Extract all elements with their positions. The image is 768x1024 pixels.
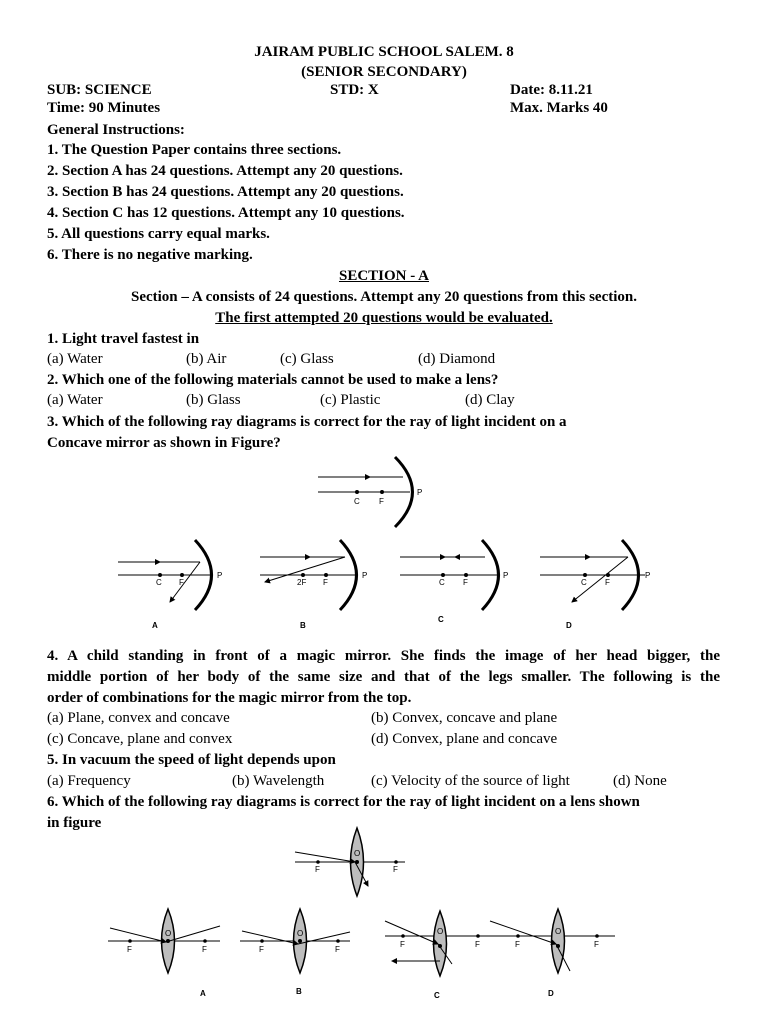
svg-text:C: C bbox=[156, 578, 162, 587]
svg-text:C: C bbox=[434, 991, 440, 1000]
svg-text:2F: 2F bbox=[297, 578, 307, 587]
svg-text:F: F bbox=[323, 578, 328, 587]
q2-option-a: (a) Water bbox=[47, 392, 103, 408]
svg-text:A: A bbox=[200, 989, 206, 998]
svg-text:P: P bbox=[645, 571, 651, 580]
instruction-item: 3. Section B has 24 questions. Attempt any 20 questions. bbox=[47, 184, 404, 200]
question-1: 1. Light travel fastest in bbox=[47, 331, 200, 347]
q5-option-a: (a) Frequency bbox=[47, 773, 131, 789]
svg-text:F: F bbox=[393, 865, 398, 874]
svg-text:D: D bbox=[548, 989, 554, 998]
q1-option-a: (a) Water bbox=[47, 351, 103, 367]
question-4-line-3: order of combinations for the magic mirror from the top. bbox=[47, 690, 412, 706]
instruction-item: 6. There is no negative marking. bbox=[47, 247, 253, 263]
question-6-line-2: in figure bbox=[47, 815, 102, 831]
subject: SUB: SCIENCE bbox=[47, 82, 152, 98]
question-4-line-1: 4. A child standing in front of a magic mirror. She finds the image of her head bigger, the bbox=[47, 648, 720, 664]
mirror-diagram-b bbox=[260, 540, 367, 630]
q2-option-d: (d) Clay bbox=[465, 392, 515, 408]
q2-option-b: (b) Glass bbox=[186, 392, 241, 408]
svg-text:F: F bbox=[475, 940, 480, 949]
svg-text:F: F bbox=[605, 578, 610, 587]
svg-text:B: B bbox=[300, 621, 306, 630]
svg-text:C: C bbox=[354, 497, 360, 506]
q5-option-b: (b) Wavelength bbox=[232, 773, 325, 789]
school-level: (SENIOR SECONDARY) bbox=[301, 64, 467, 80]
instruction-item: 5. All questions carry equal marks. bbox=[47, 226, 270, 242]
question-5: 5. In vacuum the speed of light depends upon bbox=[47, 752, 336, 768]
question-4-line-2: middle portion of her body of the same size and that of the legs smaller. The following is the bbox=[47, 669, 720, 685]
svg-text:C: C bbox=[438, 615, 444, 624]
q2-option-c: (c) Plastic bbox=[320, 392, 381, 408]
svg-text:O: O bbox=[297, 929, 304, 938]
question-3-line-1: 3. Which of the following ray diagrams is correct for the ray of light incident on a bbox=[47, 414, 567, 430]
svg-text:P: P bbox=[417, 488, 423, 497]
svg-text:C: C bbox=[581, 578, 587, 587]
svg-text:O: O bbox=[354, 849, 361, 858]
q1-option-d: (d) Diamond bbox=[418, 351, 496, 367]
convex-lens-figure bbox=[100, 826, 630, 1006]
svg-text:P: P bbox=[362, 571, 368, 580]
svg-text:F: F bbox=[515, 940, 520, 949]
q4-option-d: (d) Convex, plane and concave bbox=[371, 731, 558, 747]
question-3-line-2: Concave mirror as shown in Figure? bbox=[47, 435, 281, 451]
instruction-item: 2. Section A has 24 questions. Attempt any 20 questions. bbox=[47, 163, 403, 179]
svg-text:B: B bbox=[296, 987, 302, 996]
q5-option-d: (d) None bbox=[613, 773, 667, 789]
q1-option-c: (c) Glass bbox=[280, 351, 334, 367]
lens-diagram-c bbox=[385, 911, 490, 1000]
instruction-item: 1. The Question Paper contains three sections. bbox=[47, 142, 342, 158]
q4-option-c: (c) Concave, plane and convex bbox=[47, 731, 233, 747]
concave-mirror-figure bbox=[100, 452, 660, 637]
svg-text:P: P bbox=[503, 571, 509, 580]
svg-text:A: A bbox=[152, 621, 158, 630]
section-intro: Section – A consists of 24 questions. Attempt any 20 questions from this section. bbox=[130, 289, 637, 305]
svg-text:F: F bbox=[335, 945, 340, 954]
svg-text:D: D bbox=[566, 621, 572, 630]
svg-text:F: F bbox=[202, 945, 207, 954]
section-note: The first attempted 20 questions would be evaluated. bbox=[215, 310, 553, 326]
school-name: JAIRAM PUBLIC SCHOOL SALEM. 8 bbox=[254, 44, 514, 60]
svg-text:F: F bbox=[127, 945, 132, 954]
mirror-diagram-d bbox=[540, 540, 650, 630]
mirror-diagram-a bbox=[118, 540, 222, 630]
lens-diagram-d bbox=[490, 909, 615, 998]
svg-text:F: F bbox=[179, 578, 184, 587]
svg-text:F: F bbox=[259, 945, 264, 954]
svg-text:F: F bbox=[379, 497, 384, 506]
lens-diagram-b bbox=[240, 909, 350, 996]
q5-option-c: (c) Velocity of the source of light bbox=[371, 773, 570, 789]
lens-diagram-a bbox=[108, 909, 220, 998]
main-lens-diagram bbox=[295, 828, 405, 896]
svg-text:O: O bbox=[437, 927, 444, 936]
standard: STD: X bbox=[330, 82, 379, 98]
question-6-line-1: 6. Which of the following ray diagrams is correct for the ray of light incident on a lens shown bbox=[47, 794, 640, 810]
q4-option-b: (b) Convex, concave and plane bbox=[371, 710, 558, 726]
svg-text:F: F bbox=[315, 865, 320, 874]
svg-text:P: P bbox=[217, 571, 223, 580]
instruction-item: 4. Section C has 12 questions. Attempt any 10 questions. bbox=[47, 205, 405, 221]
mirror-diagram-c bbox=[400, 540, 508, 624]
svg-text:C: C bbox=[439, 578, 445, 587]
exam-time: Time: 90 Minutes bbox=[47, 100, 161, 116]
svg-text:F: F bbox=[594, 940, 599, 949]
instructions-heading: General Instructions: bbox=[47, 122, 185, 138]
q4-option-a: (a) Plane, convex and concave bbox=[47, 710, 230, 726]
svg-text:O: O bbox=[555, 927, 562, 936]
exam-date: Date: 8.11.21 bbox=[510, 82, 593, 98]
section-title: SECTION - A bbox=[338, 268, 430, 284]
main-mirror-diagram bbox=[318, 457, 422, 527]
max-marks: Max. Marks 40 bbox=[510, 100, 608, 116]
svg-text:F: F bbox=[463, 578, 468, 587]
svg-text:F: F bbox=[400, 940, 405, 949]
svg-text:O: O bbox=[165, 929, 172, 938]
question-2: 2. Which one of the following materials cannot be used to make a lens? bbox=[47, 372, 499, 388]
q1-option-b: (b) Air bbox=[186, 351, 227, 367]
